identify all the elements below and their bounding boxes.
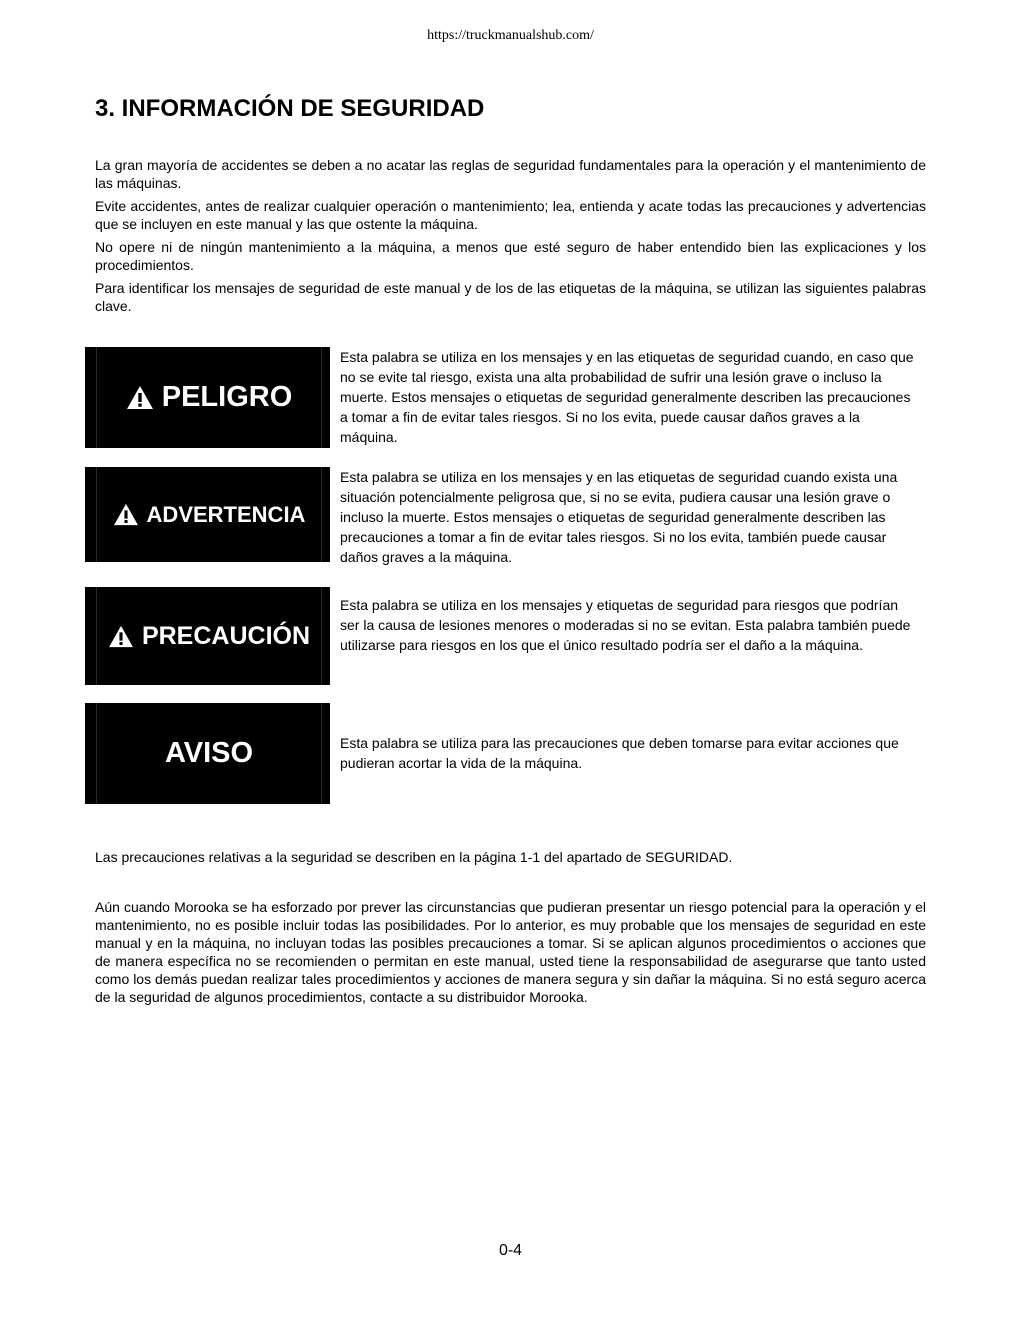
signal-label-precaucion <box>85 587 330 685</box>
signal-label-peligro <box>85 347 330 448</box>
intro-section <box>95 157 926 321</box>
signal-description-text: Esta palabra se utiliza en los mensajes y en las etiquetas de seguridad cuando exista una situación potencialmente peligrosa que, si no se evita, pudiera causar una lesión grave o incluso la muerte. Estos mensajes o etiquetas de seguridad generalmente describen las precauciones a tomar a fin de evitar tales riesgos. Si no los evita, también puede causar daños graves a la máquina. <box>340 469 898 565</box>
page-title: 3. INFORMACIÓN DE SEGURIDAD <box>95 95 485 122</box>
signal-description-text: Esta palabra se utiliza en los mensajes y etiquetas de seguridad para riesgos que podrían ser la causa de lesiones menores o moderadas si no se evitan. Esta palabra también puede utilizarse para riesgos en los que el único resultado podría ser el daño a la máquina. <box>340 597 911 653</box>
signal-label-text: PRECAUCIÓN <box>141 621 311 650</box>
signal-label-aviso <box>85 703 330 804</box>
signal-label-advertencia <box>85 467 330 562</box>
signal-label-text: ADVERTENCIA <box>146 501 306 527</box>
signal-description-precaucion <box>340 595 920 655</box>
warning-triangle-icon <box>113 503 139 526</box>
warning-triangle-icon <box>126 385 154 410</box>
signal-label-text: AVISO <box>164 737 254 769</box>
signal-description-peligro <box>340 347 920 447</box>
signal-description-aviso <box>340 733 920 773</box>
intro-paragraph: No opere ni de ningún mantenimiento a la máquina, a menos que esté seguro de haber entendido bien las explicaciones y los procedimientos. <box>95 239 926 273</box>
signal-label-text: PELIGRO <box>161 381 293 413</box>
warning-triangle-icon <box>108 625 134 648</box>
signal-description-text: Esta palabra se utiliza en los mensajes y en las etiquetas de seguridad cuando, en caso que no se evite tal riesgo, exista una alta probabilidad de sufrir una lesión grave o incluso la muerte. Estos mensajes o etiquetas de seguridad generalmente describen las precauciones a tomar a fin de evitar tales riesgos. Si no los evita, puede causar daños graves a la máquina. <box>340 349 914 445</box>
intro-paragraph: Evite accidentes, antes de realizar cualquier operación o mantenimiento; lea, entienda y acate todas las precauciones y advertencias que se incluyen en este manual y las que ostente la máquina. <box>95 198 926 232</box>
intro-paragraph: La gran mayoría de accidentes se deben a no acatar las reglas de seguridad fundamentales para la operación y el mantenimiento de las máquinas. <box>95 157 926 191</box>
header-url: https://truckmanualshub.com/ <box>427 28 594 43</box>
signal-description-text: Esta palabra se utiliza para las precauciones que deben tomarse para evitar acciones que pudieran acortar la vida de la máquina. <box>340 735 899 771</box>
intro-paragraph: Para identificar los mensajes de seguridad de este manual y de los de las etiquetas de la máquina, se utilizan las siguientes palabras clave. <box>95 280 926 314</box>
closing-paragraph: Aún cuando Morooka se ha esforzado por prever las circunstancias que pudieran presentar un riesgo potencial para la operación y el mantenimiento, no es posible incluir todas las posibilidades. Por lo anterior, es muy probable que los mensajes de seguridad en este manual y en la máquina, no incluyan todas las posibles precauciones a tomar. Si se aplican algunos procedimientos o acciones que de manera específica no se recomienden o permitan en este manual, usted tiene la responsabilidad de asegurarse que tanto usted como los demás puedan realizar tales procedimientos y acciones de manera segura y sin dañar la máquina. Si no está seguro acerca de la seguridad de algunos procedimientos, contacte a su distribuidor Morooka. <box>95 899 926 1005</box>
signal-description-advertencia <box>340 467 920 567</box>
reference-note: Las precauciones relativas a la seguridad se describen en la página 1-1 del apartado de SEGURIDAD. <box>95 849 733 865</box>
page-number: 0-4 <box>498 1242 523 1259</box>
